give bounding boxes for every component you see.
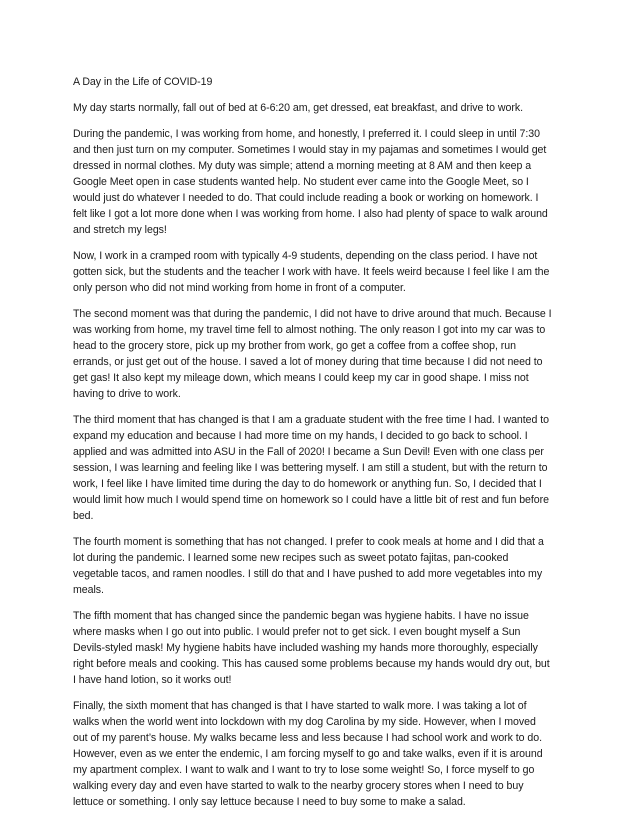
paragraph-second-moment: The second moment was that during the pandemic, I did not have to drive around that much. Because I was working from home, my travel time fell to almost nothing. The only reason I got into my car was to head to the grocery store, pick up my brother from work, go get a coffee from a coffee shop, run errands, or just get out of the house. I saved a lot of money during that time because I did not need to get gas! It also kept my mileage down, which means I could keep my car in good shape. I miss not having to drive to work. [73,308,552,400]
paragraph-pandemic-work: During the pandemic, I was working from home, and honestly, I preferred it. I could sleep in until 7:30 and then just turn on my computer. Sometimes I would stay in my pajamas and sometimes I would get dressed in normal clothes. My duty was simple; attend a morning meeting at 8 AM and then keep a Google Meet open in case students wanted help. No student ever came into the Google Meet, so I would just do whatever I needed to do. That could include reading a book or working on homework. I felt like I got a lot more done when I was working from home. I also had plenty of space to walk around and stretch my legs! [73,128,548,236]
paragraph-fifth-moment: The fifth moment that has changed since the pandemic began was hygiene habits. I have no issue where masks when I go out into public. I would prefer not to get sick. I even bought myself a Sun Devils-styled mask! My hygiene habits have included washing my hands more thoroughly, especially right before meals and cooking. This has caused some problems because my hands would dry out, but I have hand lotion, so it works out! [73,610,550,686]
paragraph-fourth-moment: The fourth moment is something that has not changed. I prefer to cook meals at home and I did that a lot during the pandemic. I learned some new recipes such as sweet potato fajitas, pan-cooked vegetable tacos, and ramen noodles. I still do that and I have pushed to add more vegetables into my meals. [73,536,544,596]
paragraph-third-moment: The third moment that has changed is that I am a graduate student with the free time I had. I wanted to expand my education and because I had more time on my hands, I decided to go back to school. I applied and was admitted into ASU in the Fall of 2020! I became a Sun Devil! Even with one class per session, I was learning and feeling like I was bettering myself. I am still a student, but with the return to work, I feel like I have limited time during the day to do homework or anything fun. So, I decided that I would limit how much I would spend time on homework so I could have a little bit of rest and fun before bed. [73,414,549,522]
paragraph-current-work: Now, I work in a cramped room with typically 4-9 students, depending on the class period. I have not gotten sick, but the students and the teacher I work with have. It feels weird because I feel like I am the only person who did not mind working from home in front of a computer. [73,250,550,294]
document-page [73,74,553,820]
paragraph-sixth-moment: Finally, the sixth moment that has changed is that I have started to walk more. I was taking a lot of walks when the world went into lockdown with my dog Carolina by my side. However, when I moved out of my parent’s house. My walks became less and less because I had school work and work to do. However, even as we enter the endemic, I am forcing myself to go and take walks, even if it is around my apartment complex. I want to walk and I want to try to lose some weight! So, I force myself to go walking every day and even have started to walk to the nearby grocery stores when I need to buy lettuce or something. I only say lettuce because I need to buy some to make a salad. [73,700,543,808]
document-title: A Day in the Life of COVID-19 [73,76,213,88]
paragraph-intro: My day starts normally, fall out of bed at 6-6:20 am, get dressed, eat breakfast, and drive to work. [73,102,523,114]
